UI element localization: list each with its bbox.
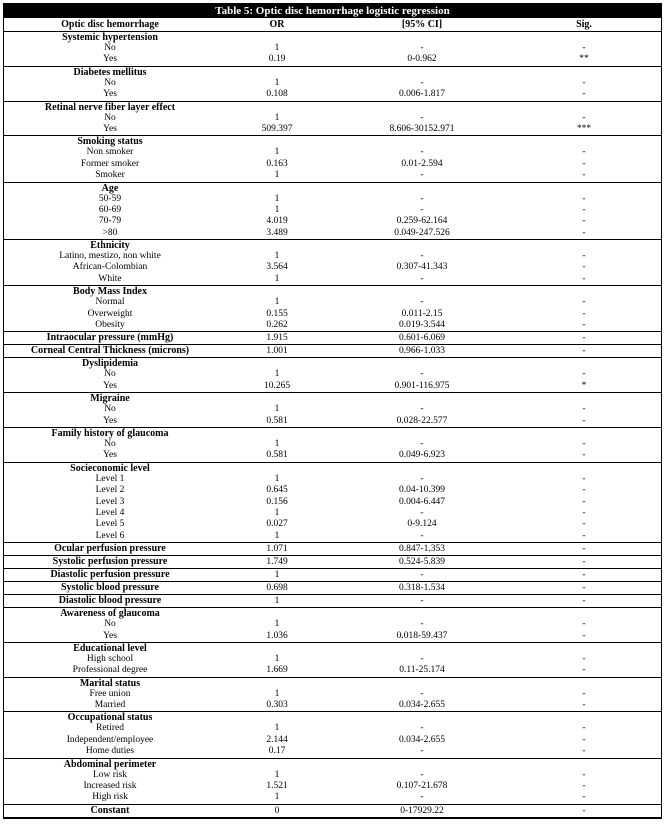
- row-label: No: [104, 43, 116, 53]
- group-heading: Occupational status: [67, 712, 153, 724]
- significance: -: [582, 530, 586, 541]
- significance: -: [582, 630, 586, 641]
- confidence-interval: -: [420, 43, 424, 53]
- odds-ratio: 2.144: [266, 734, 288, 745]
- table-body: [4, 32, 661, 818]
- confidence-interval: 0.847-1.353: [399, 544, 445, 555]
- table-row: [4, 251, 661, 262]
- row-label: >80: [102, 227, 118, 238]
- variable-group: [4, 102, 661, 137]
- header-label: Optic disc hemorrhage: [61, 19, 159, 30]
- odds-ratio: 4.019: [266, 216, 288, 227]
- group-heading: Body Mass Index: [73, 286, 147, 298]
- confidence-interval: -: [420, 688, 424, 699]
- single-variable-row: [4, 332, 661, 345]
- odds-ratio: 1: [274, 170, 280, 181]
- significance: -: [582, 519, 586, 530]
- odds-ratio: 0.163: [266, 158, 288, 169]
- group-heading: Abdominal perimeter: [63, 758, 157, 770]
- variable-label: Constant: [90, 804, 130, 816]
- odds-ratio: 0.108: [266, 89, 288, 100]
- confidence-interval: 0.318-1.534: [399, 583, 445, 594]
- single-variable-row: [4, 345, 661, 358]
- table-row: [4, 78, 661, 89]
- confidence-interval: 0.01-2.594: [401, 158, 443, 169]
- header-sig: Sig.: [576, 19, 592, 30]
- significance: -: [582, 147, 586, 158]
- odds-ratio: 509.397: [261, 123, 293, 134]
- odds-ratio: 0.698: [266, 583, 288, 594]
- confidence-interval: 0.004-6.447: [399, 496, 445, 507]
- table-row: [4, 770, 661, 781]
- variable-label: Diastolic blood pressure: [58, 595, 162, 607]
- odds-ratio: 1.669: [266, 665, 288, 676]
- variable-label: Intraocular pressure (mmHg): [46, 332, 174, 344]
- confidence-interval: 0.107-21.678: [396, 781, 448, 792]
- significance: -: [582, 734, 586, 745]
- single-variable-row: [4, 556, 661, 569]
- significance: -: [582, 112, 586, 123]
- group-heading: Socieconomic level: [70, 462, 150, 474]
- row-label: High school: [86, 653, 134, 664]
- table-header-row: [4, 18, 661, 32]
- confidence-interval: 0.034-2.655: [399, 700, 445, 711]
- confidence-interval: -: [420, 792, 424, 803]
- group-heading: Dyslipidemia: [81, 358, 139, 370]
- group-heading: Educational level: [73, 642, 147, 654]
- row-label: Independent/employee: [66, 734, 154, 745]
- confidence-interval: 0.901-116.975: [394, 380, 450, 391]
- row-label: No: [104, 369, 116, 380]
- significance: -: [582, 415, 586, 426]
- variable-label: Corneal Central Thickness (microns): [30, 345, 190, 357]
- group-heading: Age: [101, 182, 119, 194]
- group-heading: Family history of glaucoma: [51, 427, 169, 439]
- odds-ratio: 1.521: [266, 781, 288, 792]
- confidence-interval: 0.601-6.069: [399, 333, 445, 344]
- row-label: Overweight: [87, 308, 133, 319]
- confidence-interval: 0.307-41.343: [396, 262, 448, 273]
- odds-ratio: 1: [274, 438, 280, 449]
- table-row: [4, 723, 661, 734]
- significance: -: [582, 619, 586, 630]
- odds-ratio: 1: [274, 147, 280, 158]
- row-label: No: [104, 438, 116, 449]
- single-variable-row: [4, 805, 661, 818]
- row-label: 60-69: [98, 204, 122, 215]
- table-title: Table 5: Optic disc hemorrhage logistic regression: [4, 4, 661, 18]
- table-row: [4, 497, 661, 508]
- significance: -: [582, 297, 586, 308]
- table-row: [4, 654, 661, 665]
- table-row: [4, 113, 661, 124]
- odds-ratio: 1: [274, 77, 280, 88]
- table-row: [4, 262, 661, 273]
- table-row: [4, 792, 661, 803]
- group-heading: Awareness of glaucoma: [60, 608, 160, 620]
- single-variable-row: [4, 595, 661, 608]
- odds-ratio: 1: [274, 297, 280, 308]
- odds-ratio: 3.489: [266, 227, 288, 238]
- table-row: [4, 404, 661, 415]
- odds-ratio: 10.265: [263, 380, 291, 391]
- table-row: [4, 369, 661, 380]
- group-heading: Smoking status: [77, 136, 143, 148]
- odds-ratio: 1: [274, 404, 280, 415]
- table-row: [4, 89, 661, 100]
- odds-ratio: 1: [274, 273, 280, 284]
- confidence-interval: 0.11-25.174: [399, 665, 445, 676]
- variable-group: [4, 759, 661, 805]
- row-label: No: [104, 619, 116, 630]
- odds-ratio: 0.581: [266, 415, 288, 426]
- table-row: [4, 450, 661, 461]
- significance: -: [582, 792, 586, 803]
- row-label: Level 4: [95, 507, 125, 518]
- odds-ratio: 0.027: [266, 519, 288, 530]
- variable-group: [4, 428, 661, 463]
- row-label: Level 2: [95, 485, 125, 496]
- confidence-interval: 8.606-30152.971: [389, 123, 455, 134]
- odds-ratio: 0.645: [266, 485, 288, 496]
- significance: -: [582, 262, 586, 273]
- group-heading: Systemic hypertension: [62, 32, 158, 43]
- odds-ratio: 1: [274, 653, 280, 664]
- table-row: [4, 735, 661, 746]
- variable-group: [4, 393, 661, 428]
- odds-ratio: 1: [274, 688, 280, 699]
- confidence-interval: -: [420, 653, 424, 664]
- significance: -: [582, 473, 586, 484]
- table-row: [4, 194, 661, 205]
- variable-label: Diastolic perfusion pressure: [50, 569, 170, 581]
- confidence-interval: 0.049-247.526: [394, 227, 450, 238]
- table-row: [4, 689, 661, 700]
- odds-ratio: 0.303: [266, 700, 288, 711]
- odds-ratio: 1: [274, 43, 280, 53]
- group-heading: Ethnicity: [90, 240, 130, 252]
- row-label: Increased risk: [83, 781, 137, 792]
- row-label: African-Colombian: [72, 262, 148, 273]
- odds-ratio: 0: [274, 805, 280, 816]
- odds-ratio: 0.581: [266, 450, 288, 461]
- significance: -: [582, 251, 586, 262]
- variable-label: Systolic perfusion pressure: [52, 556, 168, 568]
- confidence-interval: 0.028-22.577: [396, 415, 448, 426]
- significance: -: [582, 485, 586, 496]
- variable-label: Ocular perfusion pressure: [54, 543, 166, 555]
- significance: -: [582, 193, 586, 204]
- confidence-interval: -: [420, 273, 424, 284]
- significance: -: [582, 723, 586, 734]
- confidence-interval: 0.019-3.544: [399, 320, 445, 331]
- significance: **: [579, 54, 589, 65]
- odds-ratio: 3.564: [266, 262, 288, 273]
- confidence-interval: -: [420, 170, 424, 181]
- row-label: Latino, mestizo, non white: [59, 251, 161, 262]
- odds-ratio: 1: [274, 723, 280, 734]
- row-label: Yes: [103, 54, 117, 65]
- table-row: [4, 531, 661, 542]
- significance: -: [582, 688, 586, 699]
- odds-ratio: 1: [274, 596, 280, 607]
- row-label: Level 6: [95, 530, 125, 541]
- significance: -: [582, 557, 586, 568]
- odds-ratio: 1: [274, 619, 280, 630]
- confidence-interval: 0.034-2.655: [399, 734, 445, 745]
- confidence-interval: -: [420, 77, 424, 88]
- row-label: Yes: [103, 89, 117, 100]
- odds-ratio: 1: [274, 204, 280, 215]
- table-row: [4, 781, 661, 792]
- significance: -: [582, 496, 586, 507]
- variable-group: [4, 608, 661, 643]
- table-row: [4, 216, 661, 227]
- confidence-interval: 0.049-6.923: [399, 450, 445, 461]
- table-row: [4, 665, 661, 676]
- row-label: Yes: [103, 415, 117, 426]
- significance: -: [582, 544, 586, 555]
- row-label: Smoker: [95, 170, 125, 181]
- single-variable-row: [4, 582, 661, 595]
- table-row: [4, 746, 661, 757]
- row-label: White: [98, 273, 122, 284]
- table-row: [4, 439, 661, 450]
- table-row: [4, 508, 661, 519]
- row-label: Obesity: [95, 320, 125, 331]
- odds-ratio: 1.071: [266, 544, 288, 555]
- table-row: [4, 416, 661, 427]
- confidence-interval: -: [420, 404, 424, 415]
- odds-ratio: 0.17: [268, 746, 286, 757]
- row-label: No: [104, 404, 116, 415]
- confidence-interval: 0-0.962: [407, 54, 437, 65]
- variable-group: [4, 678, 661, 713]
- row-label: Professional degree: [72, 665, 148, 676]
- odds-ratio: 1: [274, 507, 280, 518]
- significance: -: [582, 570, 586, 581]
- significance: -: [582, 369, 586, 380]
- table-row: [4, 159, 661, 170]
- significance: -: [582, 216, 586, 227]
- confidence-interval: -: [420, 147, 424, 158]
- group-heading: Marital status: [79, 677, 141, 689]
- confidence-interval: 0.04-10.399: [399, 485, 445, 496]
- odds-ratio: 1: [274, 193, 280, 204]
- table-row: [4, 43, 661, 54]
- row-label: Yes: [103, 123, 117, 134]
- group-heading: Migraine: [90, 393, 130, 405]
- significance: -: [582, 89, 586, 100]
- variable-group: [4, 286, 661, 332]
- odds-ratio: 1: [274, 369, 280, 380]
- confidence-interval: -: [420, 112, 424, 123]
- significance: ***: [576, 123, 592, 134]
- single-variable-row: [4, 569, 661, 582]
- variable-group: [4, 67, 661, 102]
- odds-ratio: 1: [274, 473, 280, 484]
- significance: -: [582, 170, 586, 181]
- significance: *: [581, 380, 587, 391]
- significance: -: [582, 158, 586, 169]
- variable-group: [4, 240, 661, 286]
- confidence-interval: -: [420, 746, 424, 757]
- odds-ratio: 0.156: [266, 496, 288, 507]
- odds-ratio: 0.262: [266, 320, 288, 331]
- table-row: [4, 147, 661, 158]
- odds-ratio: 1: [274, 112, 280, 123]
- variable-group: [4, 463, 661, 543]
- significance: -: [582, 77, 586, 88]
- table-row: [4, 309, 661, 320]
- group-heading: Retinal nerve fiber layer effect: [44, 101, 176, 113]
- confidence-interval: -: [420, 769, 424, 780]
- odds-ratio: 1.036: [266, 630, 288, 641]
- group-heading: Diabetes mellitus: [73, 66, 147, 78]
- confidence-interval: 0-9.124: [407, 519, 437, 530]
- row-label: Home duties: [85, 746, 135, 757]
- significance: -: [582, 450, 586, 461]
- significance: -: [582, 596, 586, 607]
- significance: -: [582, 781, 586, 792]
- confidence-interval: -: [420, 619, 424, 630]
- significance: -: [582, 583, 586, 594]
- header-or: OR: [269, 19, 285, 30]
- significance: -: [582, 204, 586, 215]
- table-row: [4, 274, 661, 285]
- row-label: No: [104, 112, 116, 123]
- row-label: Level 3: [95, 496, 125, 507]
- row-label: 70-79: [98, 216, 122, 227]
- variable-group: [4, 183, 661, 241]
- confidence-interval: -: [420, 473, 424, 484]
- significance: -: [582, 769, 586, 780]
- confidence-interval: 0-17929.22: [400, 805, 444, 816]
- significance: -: [582, 346, 586, 357]
- significance: -: [582, 404, 586, 415]
- odds-ratio: 1.749: [266, 557, 288, 568]
- table-row: [4, 205, 661, 216]
- table-row: [4, 320, 661, 331]
- table-row: [4, 381, 661, 392]
- significance: -: [582, 333, 586, 344]
- table-row: [4, 631, 661, 642]
- odds-ratio: 1.001: [266, 346, 288, 357]
- row-label: Yes: [103, 450, 117, 461]
- table-row: [4, 700, 661, 711]
- variable-group: [4, 358, 661, 393]
- significance: -: [582, 308, 586, 319]
- significance: -: [582, 507, 586, 518]
- row-label: High risk: [92, 792, 128, 803]
- odds-ratio: 1: [274, 570, 280, 581]
- confidence-interval: -: [420, 723, 424, 734]
- row-label: Married: [94, 700, 126, 711]
- confidence-interval: -: [420, 369, 424, 380]
- header-ci: [95% CI]: [401, 19, 443, 30]
- row-label: Level 5: [95, 519, 125, 530]
- odds-ratio: 0.19: [268, 54, 286, 65]
- table-row: [4, 485, 661, 496]
- significance: -: [582, 438, 586, 449]
- confidence-interval: -: [420, 530, 424, 541]
- variable-group: [4, 712, 661, 758]
- table-row: [4, 297, 661, 308]
- confidence-interval: -: [420, 438, 424, 449]
- row-label: 50-59: [98, 193, 122, 204]
- confidence-interval: 0.524-5.839: [399, 557, 445, 568]
- row-label: Low risk: [92, 769, 128, 780]
- significance: -: [582, 273, 586, 284]
- confidence-interval: -: [420, 193, 424, 204]
- table-row: [4, 619, 661, 630]
- variable-group: [4, 32, 661, 67]
- variable-group: [4, 136, 661, 182]
- table-row: [4, 170, 661, 181]
- row-label: No: [104, 77, 116, 88]
- confidence-interval: -: [420, 596, 424, 607]
- confidence-interval: 0.006-1.817: [399, 89, 445, 100]
- table-row: [4, 54, 661, 65]
- confidence-interval: 0.966-1.033: [399, 346, 445, 357]
- significance: -: [582, 805, 586, 816]
- row-label: Former smoker: [80, 158, 140, 169]
- table-row: [4, 474, 661, 485]
- odds-ratio: 1: [274, 251, 280, 262]
- significance: -: [582, 227, 586, 238]
- confidence-interval: -: [420, 251, 424, 262]
- confidence-interval: -: [420, 297, 424, 308]
- confidence-interval: -: [420, 507, 424, 518]
- row-label: Yes: [103, 630, 117, 641]
- variable-label: Systolic blood pressure: [61, 582, 159, 594]
- significance: -: [582, 653, 586, 664]
- single-variable-row: [4, 543, 661, 556]
- row-label: Yes: [103, 380, 117, 391]
- significance: -: [582, 700, 586, 711]
- variable-group: [4, 643, 661, 678]
- significance: -: [582, 665, 586, 676]
- significance: -: [582, 43, 586, 53]
- confidence-interval: 0.259-62.164: [396, 216, 448, 227]
- table-row: [4, 124, 661, 135]
- row-label: Free union: [89, 688, 131, 699]
- odds-ratio: 1.915: [266, 333, 288, 344]
- row-label: Normal: [95, 297, 125, 308]
- significance: -: [582, 320, 586, 331]
- row-label: Non smoker: [86, 147, 134, 158]
- regression-table: [3, 3, 662, 819]
- table-row: [4, 228, 661, 239]
- odds-ratio: 1: [274, 530, 280, 541]
- confidence-interval: -: [420, 570, 424, 581]
- odds-ratio: 1: [274, 792, 280, 803]
- row-label: Retired: [96, 723, 124, 734]
- confidence-interval: 0.011-2.15: [401, 308, 443, 319]
- significance: -: [582, 746, 586, 757]
- table-row: [4, 519, 661, 530]
- confidence-interval: -: [420, 204, 424, 215]
- odds-ratio: 1: [274, 769, 280, 780]
- row-label: Level 1: [95, 473, 125, 484]
- odds-ratio: 0.155: [266, 308, 288, 319]
- confidence-interval: 0.018-59.437: [396, 630, 448, 641]
